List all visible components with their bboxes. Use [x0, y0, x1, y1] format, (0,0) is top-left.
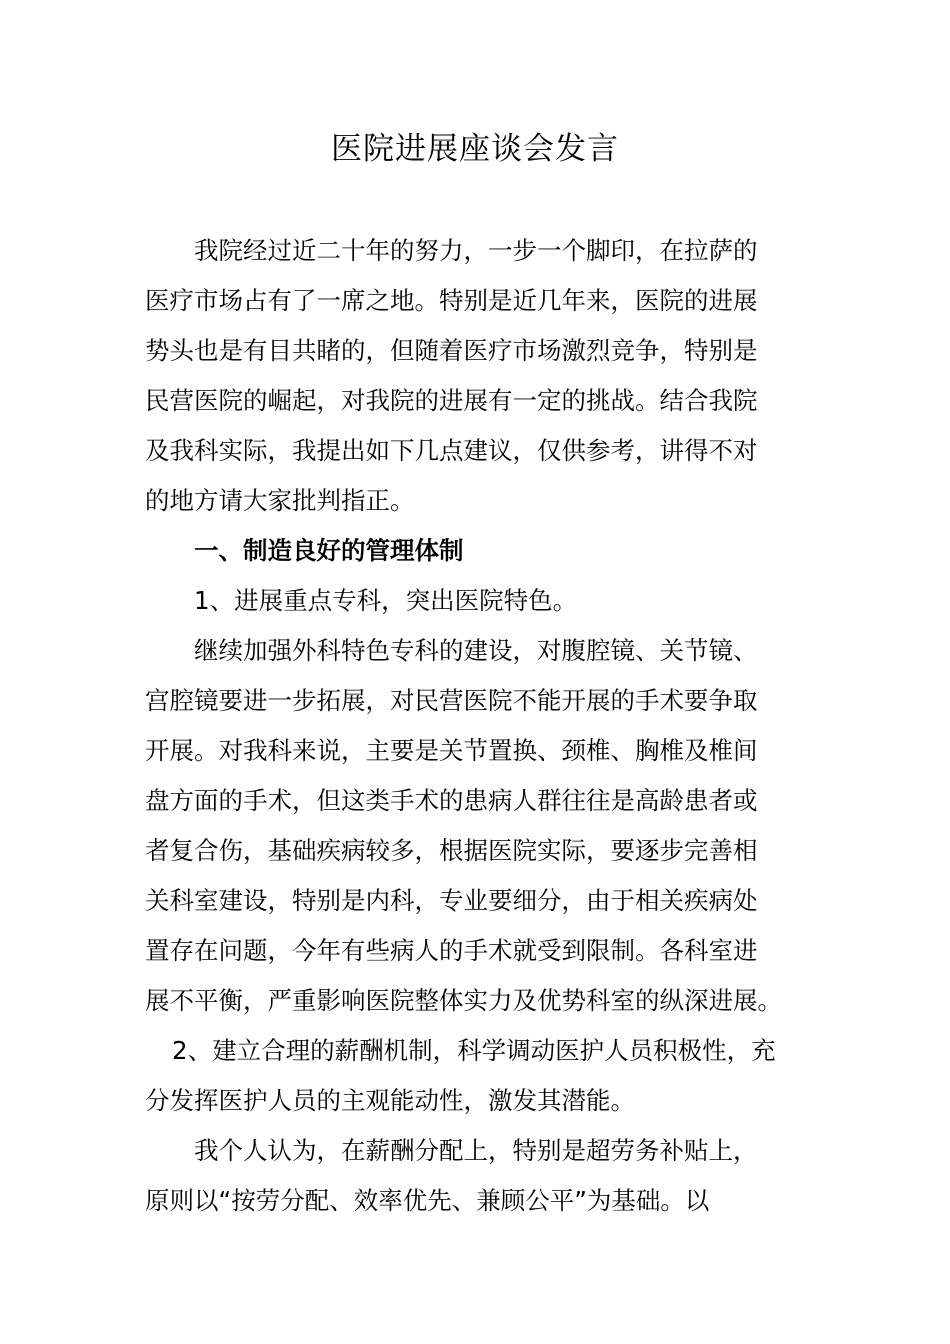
subheading-line: 1、进展重点专科，突出医院特色。 — [194, 586, 578, 615]
paragraph-line: 势头也是有目共睹的，但随着医疗市场激烈竞争，特别是 — [145, 336, 758, 365]
paragraph-line: 我个人认为，在薪酬分配上，特别是超劳务补贴上， — [194, 1136, 758, 1165]
paragraph-line: 民营医院的崛起，对我院的进展有一定的挑战。结合我院 — [145, 386, 758, 415]
paragraph-line: 关科室建设，特别是内科，专业要细分，由于相关疾病处 — [145, 886, 758, 915]
paragraph-line: 及我科实际，我提出如下几点建议，仅供参考，讲得不对 — [145, 436, 758, 465]
paragraph-line: 展不平衡，严重影响医院整体实力及优势科室的纵深进展。 — [145, 986, 782, 1015]
paragraph-line: 原则以“按劳分配、效率优先、兼顾公平”为基础。以 — [145, 1186, 710, 1215]
paragraph-line: 继续加强外科特色专科的建设，对腹腔镜、关节镜、 — [194, 636, 758, 665]
paragraph-line: 分发挥医护人员的主观能动性，激发其潜能。 — [145, 1086, 635, 1115]
paragraph-line: 我院经过近二十年的努力，一步一个脚印，在拉萨的 — [194, 236, 758, 265]
document-body — [145, 226, 805, 1226]
paragraph-line: 的地方请大家批判指正。 — [145, 486, 415, 515]
paragraph-line: 医疗市场占有了一席之地。特别是近几年来，医院的进展 — [145, 286, 758, 315]
paragraph-line: 置存在问题，今年有些病人的手术就受到限制。各科室进 — [145, 936, 758, 965]
paragraph-line: 者复合伤，基础疾病较多，根据医院实际，要逐步完善相 — [145, 836, 758, 865]
paragraph-line: 开展。对我科来说，主要是关节置换、颈椎、胸椎及椎间 — [145, 736, 758, 765]
document-title: 医院进展座谈会发言 — [331, 131, 619, 167]
section-heading: 一、制造良好的管理体制 — [194, 536, 464, 565]
paragraph-line: 盘方面的手术，但这类手术的患病人群往往是高龄患者或 — [145, 786, 758, 815]
paragraph-line: 宫腔镜要进一步拓展，对民营医院不能开展的手术要争取 — [145, 686, 758, 715]
subheading-line: 2、建立合理的薪酬机制，科学调动医护人员积极性，充 — [172, 1036, 776, 1065]
